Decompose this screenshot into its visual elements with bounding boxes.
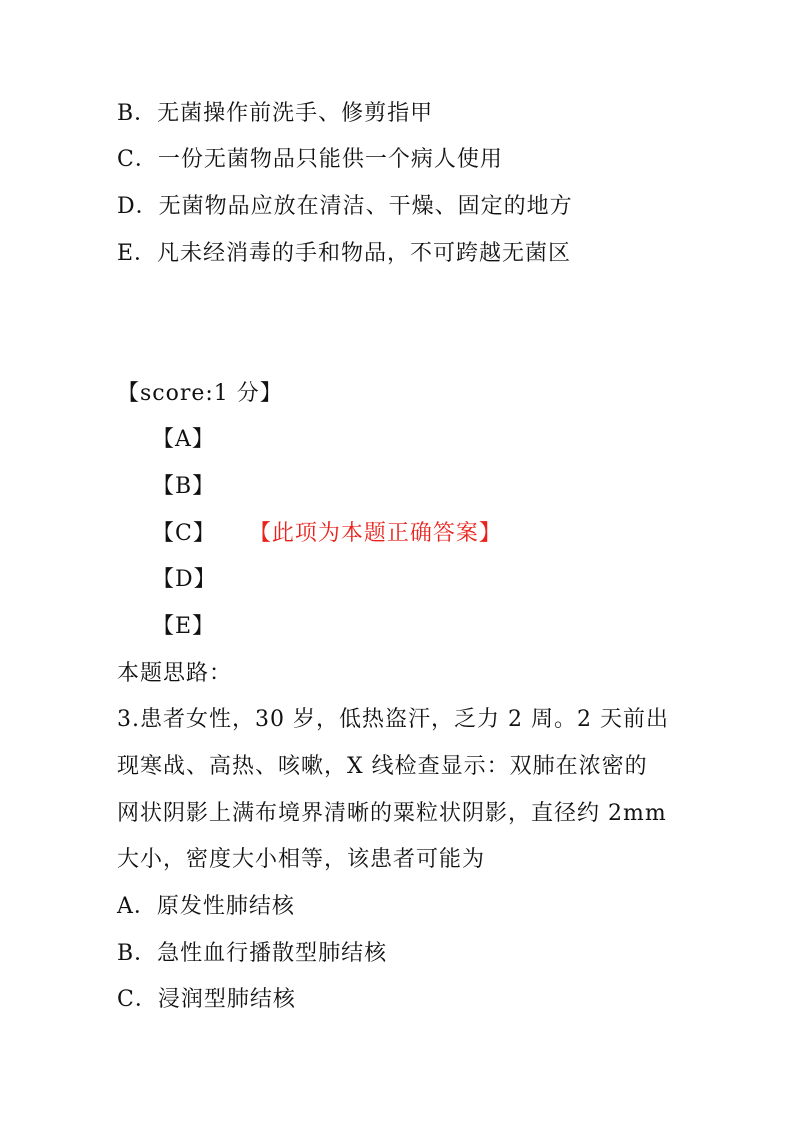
answer-choice-d: 【D】 <box>152 567 217 592</box>
explanation-label: 本题思路： <box>117 661 233 686</box>
question-option-a: A．原发性肺结核 <box>117 894 295 919</box>
option-d: D．无菌物品应放在清洁、干燥、固定的地方 <box>117 194 573 219</box>
question-stem-line: 现寒战、高热、咳嗽，X 线检查显示：双肺在浓密的 <box>117 754 648 779</box>
score-label: 【score:1 分】 <box>117 381 283 406</box>
option-c: C．一份无菌物品只能供一个病人使用 <box>117 147 503 172</box>
question-option-b: B．急性血行播散型肺结核 <box>117 941 388 966</box>
correct-answer-note: 【此项为本题正确答案】 <box>259 521 502 546</box>
question-stem-line: 网状阴影上满布境界清晰的粟粒状阴影，直径约 2mm <box>117 801 667 826</box>
answer-choice-a: 【A】 <box>152 427 215 452</box>
option-b: B．无菌操作前洗手、修剪指甲 <box>117 101 434 126</box>
answer-choice-e: 【E】 <box>152 614 216 639</box>
answer-choice-c-label: 【C】 <box>152 521 216 546</box>
question-stem-line: 3.患者女性，30 岁，低热盗汗，乏力 2 周。2 天前出 <box>117 707 669 732</box>
answer-choice-b: 【B】 <box>152 474 216 499</box>
option-e: E．凡未经消毒的手和物品，不可跨越无菌区 <box>117 241 572 266</box>
answer-choice-c <box>152 519 502 549</box>
question-option-c: C．浸润型肺结核 <box>117 987 296 1012</box>
question-stem-line: 大小，密度大小相等，该患者可能为 <box>117 847 486 872</box>
